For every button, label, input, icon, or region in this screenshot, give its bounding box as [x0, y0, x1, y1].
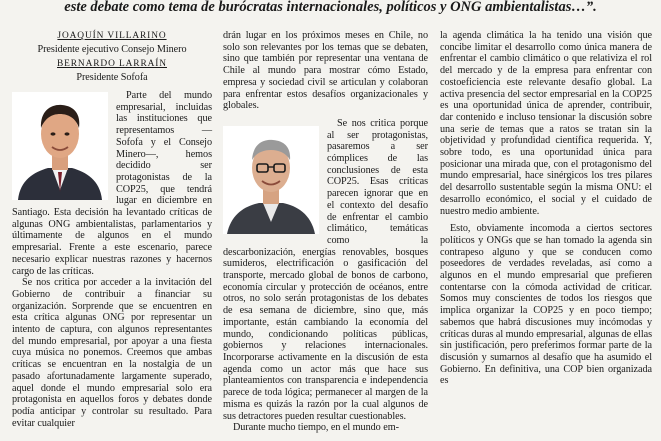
author-role-2: Presidente Sofofa — [76, 72, 148, 83]
column-2-paragraph-2: Se nos critica porque al ser protagonistas, pasaremos a ser cómplices de las conclusiones de esta COP25. Esas críticas parecen ignorar que en el contexto del desafío de enfrentar el cambio climático, temáticas como la descarbonización, energías renovables, bosques sumideros, electrificación o gasificación del transporte, mercado global de bonos de carbono, economía circular y protección de océanos, entre otros, no solo serán protagonistas de los debates de esa semana de diciembre, sino que, más importante, están cambiando la economía del mundo, condicionando políticas públicas, gobiernos y relaciones internacionales. Incorporarse activamente en la discusión de esta agenda como un actor más que hace sus planteamientos con transparencia e independencia parece de toda lógica; permanecer al margen de la misma es quizás la razón por la cual algunos de sus detractores pueden resultar cuestionables. — [223, 117, 428, 422]
column-2-paragraph-1: drán lugar en los próximos meses en Chile, no solo son relevantes por los temas que se debaten, sino que también por representar una ventana de Chile al mundo para mostrar cómo Estado, empresa y sociedad civil se articulan y colaboran para enfrentar estos desafíos organizacionales y globales. — [223, 30, 428, 112]
pull-quote-line: este debate como tema de burócratas internacionales, políticos y ONG ambientalistas…”. — [64, 0, 597, 15]
author-name-2: BERNARDO LARRAÍN — [57, 59, 167, 69]
column-2 — [223, 30, 428, 434]
author-role-1: Presidente ejecutivo Consejo Minero — [37, 44, 187, 55]
byline — [12, 30, 212, 84]
author-name-1: JOAQUÍN VILLARINO — [57, 31, 167, 41]
portrait-man-suit-icon — [12, 92, 108, 200]
column-3-paragraph-2: Esto, obviamente incomoda a ciertos sectores políticos y ONGs que se han tomado la agenda sin contrapeso alguno y que se conducen como poseedores de verdades reveladas, así como a algunos en el mundo empresarial que prefieren contentarse con la cómoda actividad de criticar. Somos muy conscientes de todos los riesgos que implica organizar la COP25 y en poco tiempo; sabemos que habrá discusiones muy incómodas y críticas duras al mundo empresarial, algunas de ellas sin justificación, pero preferimos formar parte de la discusión y sumarnos al desafío que ha asumido el Gobierno. En definitiva, una COP bien organizada es — [440, 223, 652, 387]
portrait-man-glasses-icon — [223, 126, 319, 234]
column-1-paragraph-2: Se nos critica por acceder a la invitación del Gobierno de contribuir a financiar su organización. Sorprende que se encuentren en esta crítica algunas ONG por representar un intento de captura, con algunos representantes del mundo empresarial, por apoyar a una fiesta cuya música no ponemos. Creemos que ambas críticas se encuentran en la nostalgia de un pasado afortunadamente largamente superado, aquel donde el mundo empresarial solo era protagonista en aquellos foros y debates donde podía anticipar y controlar su resultado. Para evitar cualquier — [12, 277, 212, 429]
column-3 — [440, 30, 652, 387]
column-3-paragraph-1: la agenda climática la ha tenido una visión que concibe limitar el desarrollo como única manera de enfrentar el cambio climático o que relativiza el rol del mercado y de la empresa para enfrentar con costoeficiencia este relevante desafío global. La activa presencia del sector empresarial en la COP25 es una oportunidad única de aprender, contribuir, dar contenido e incluso tensionar la discusión sobre una serie de temas que a ratos se tratan sin la objetividad y profundidad científica requerida. Y, sobre todo, es una oportunidad única para posicionar una mirada que, con el protagonismo del mundo empresarial, hace sinérgicos los tres pilares del desarrollo sustentable según la misma ONU: el desarrollo económico, el social y el cuidado de nuestro medio ambiente. — [440, 30, 652, 217]
column-2-paragraph-3: Durante mucho tiempo, en el mundo em- — [233, 422, 399, 434]
column-1-paragraph-1: Parte del mundo empresarial, incluidas las instituciones que representamos —Sofofa y el Consejo Minero—, hemos decidido ser protagonistas de la COP25, que tendrá lugar en diciembre en Santiago. Esta decisión ha levantado críticas de algunas ONG ambientalistas, parlamentarios y últimamente de algunos en el mundo empresarial. Frente a este escenario, parece necesario explicar nuestras razones y hacernos cargo de las críticas. — [12, 90, 212, 277]
column-1 — [12, 30, 212, 429]
